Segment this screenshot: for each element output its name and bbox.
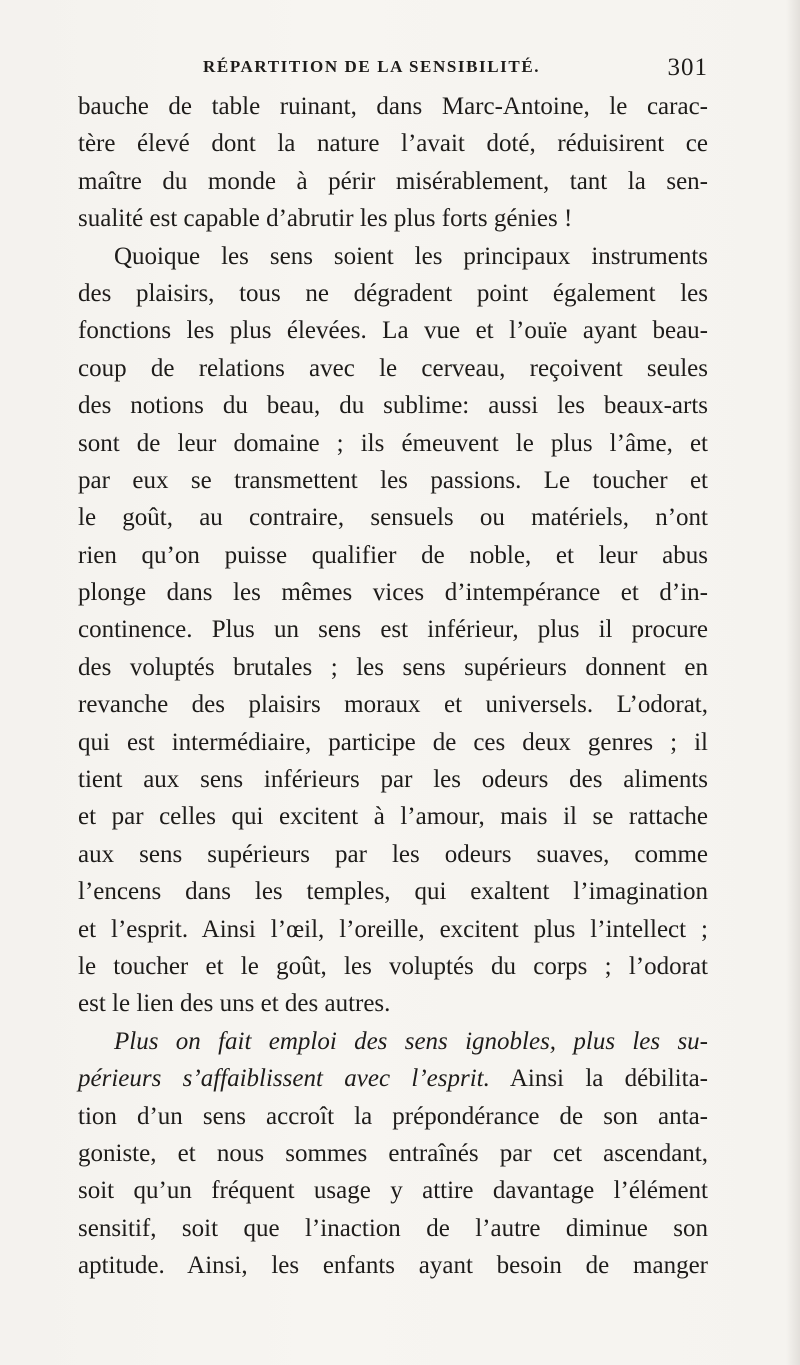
text-line: des notions du beau, du sublime: aussi les beaux-arts [78,392,708,420]
text-line: revanche des plaisirs moraux et universels. L’odorat, [78,691,708,719]
text-line: tion d’un sens accroît la prépondérance de son anta- [78,1102,708,1130]
text-line: tient aux sens inférieurs par les odeurs des aliments [78,766,708,794]
running-title: RÉPARTITION DE LA SENSIBILITÉ. [203,57,541,76]
text-line: et l’esprit. Ainsi l’œil, l’oreille, excitent plus l’intellect ; [78,915,708,943]
text-line: des voluptés brutales ; les sens supérieurs donnent en [78,653,708,681]
text-line: rien qu’on puisse qualifier de noble, et leur abus [78,541,708,569]
text-line: bauche de table ruinant, dans Marc-Antoine, le carac- [78,93,708,120]
paragraph-start-line: Quoique les sens soient les principaux instruments [114,242,708,270]
page-edge-shadow [786,0,800,1365]
text-line-rest: Ainsi la débilita- [509,1065,708,1093]
text-line: plonge dans les mêmes vices d’intempérance et d’in- [78,579,708,607]
text-line: des plaisirs, tous ne dégradent point également les [78,279,708,307]
text-line: fonctions les plus élevées. La vue et l’ouïe ayant beau- [78,317,708,345]
italic-maxim-line: Plus on fait emploi des sens ignobles, plus les su- [114,1027,708,1055]
text-line: sualité est capable d’abrutir les plus forts génies ! [78,205,573,233]
text-line: aptitude. Ainsi, les enfants ayant besoin de manger [78,1252,708,1280]
running-head [78,54,708,87]
maxim-continuation-line [78,1060,708,1097]
text-line: et par celles qui excitent à l’amour, mais il se rattache [78,803,708,831]
text-line: continence. Plus un sens est inférieur, plus il procure [78,616,708,644]
text-line: le toucher et le goût, les voluptés du corps ; l’odorat [78,952,708,980]
text-line: qui est intermédiaire, participe de ces deux genres ; il [78,728,708,756]
text-line: tère élevé dont la nature l’avait doté, réduisirent ce [78,130,708,158]
text-line: maître du monde à périr misérablement, tant la sen- [78,167,708,195]
italic-maxim-end: périeurs s’affaiblissent avec l’esprit. [78,1065,490,1093]
page-number: 301 [667,54,708,81]
text-line: goniste, et nous sommes entraînés par cet ascendant, [78,1139,708,1167]
text-line: l’encens dans les temples, qui exaltent l’imagination [78,878,708,906]
text-line: sont de leur domaine ; ils émeuvent le plus l’âme, et [78,429,708,457]
text-line: coup de relations avec le cerveau, reçoivent seules [78,354,708,382]
text-line: soit qu’un fréquent usage y attire davantage l’élément [78,1177,708,1205]
text-line: par eux se transmettent les passions. Le toucher et [78,466,708,494]
text-line: sensitif, soit que l’inaction de l’autre diminue son [78,1214,708,1242]
text-line: le goût, au contraire, sensuels ou matériels, n’ont [78,504,708,532]
text-line: est le lien des uns et des autres. [78,990,391,1018]
body-text [78,88,708,1285]
text-line: aux sens supérieurs par les odeurs suaves, comme [78,840,708,868]
